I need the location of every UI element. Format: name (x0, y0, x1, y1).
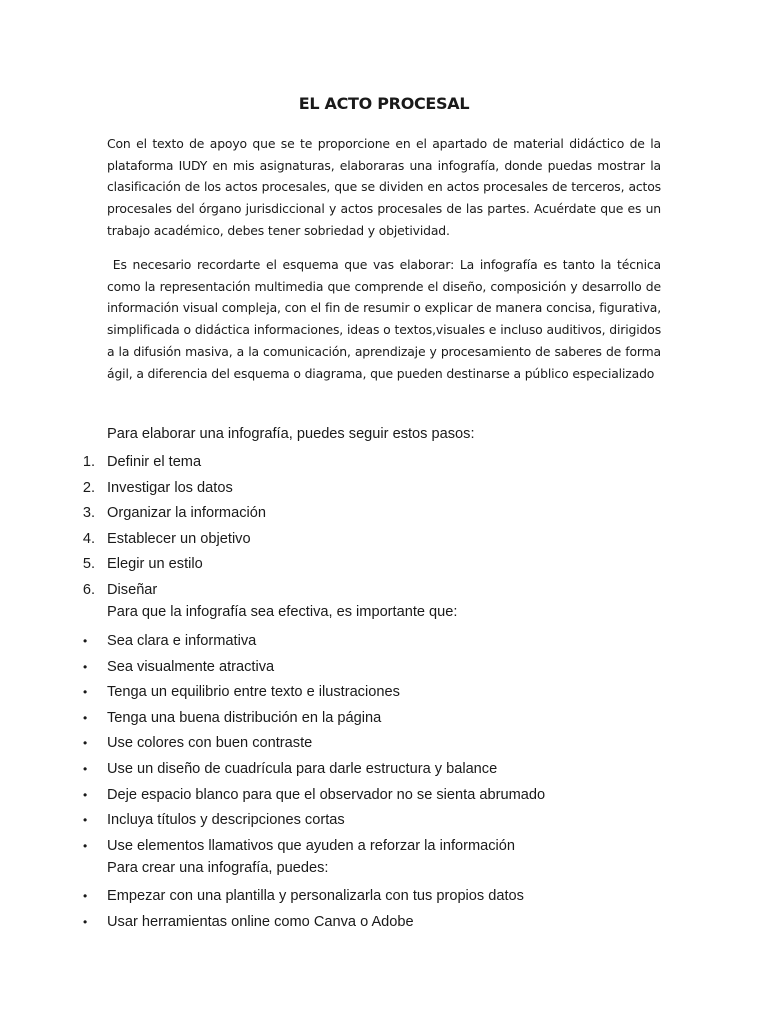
requirement-item (0, 811, 768, 837)
requirement-item (0, 632, 768, 658)
ways-intro: Para crear una infografía, puedes: (107, 860, 329, 876)
bullet-icon: • (83, 685, 88, 700)
definition-paragraph-text: Es necesario recordarte el esquema que vas elaborar: La infografía es tanto la técnica como la representación multimedia que comprende el diseño, composición y desarrollo de información visual compleja, con el fin de resumir o explicar de manera concisa, figurativa, simplificada o didáctica informaciones, ideas o textos,visuales e incluso auditivos, dirigidos a la difusión masiva, a la comunicación, aprendizaje y procesamiento de saberes de forma ágil, a diferencia del esquema o diagrama, que pueden destinarse a público especializado (107, 257, 661, 381)
step-number: 2. (82, 479, 95, 496)
steps-intro: Para elaborar una infografía, puedes seguir estos pasos: (107, 426, 475, 442)
way-item (0, 887, 768, 913)
requirement-item (0, 760, 768, 786)
requirement-item (0, 683, 768, 709)
way-item-text: Empezar con una plantilla y personalizarla con tus propios datos (107, 888, 524, 904)
bullet-icon: • (83, 710, 88, 725)
bullet-icon: • (83, 736, 88, 751)
requirement-item (0, 734, 768, 760)
step-item (0, 530, 768, 556)
step-text: Establecer un objetivo (107, 530, 251, 547)
step-number: 1. (82, 454, 95, 470)
step-number: 3. (82, 505, 95, 522)
step-number: 5. (82, 556, 95, 573)
step-item (0, 453, 768, 479)
step-item (0, 479, 768, 505)
requirement-item-text: Incluya títulos y descripciones cortas (107, 812, 345, 829)
step-number: 4. (82, 530, 95, 547)
way-item-text: Usar herramientas online como Canva o Adobe (107, 913, 414, 930)
steps-list (0, 453, 768, 607)
intro-paragraph: Con el texto de apoyo que se te proporcione en el apartado de material didáctico de la plataforma IUDY en mis asignaturas, elaboraras una infografía, donde puedas mostrar la clasificación de los actos procesales, que se dividen en actos procesales de terceros, actos procesales del órgano jurisdiccional y actos procesales de las partes. Acuérdate que es un trabajo académico, debes tener sobriedad y objetividad. (107, 136, 661, 238)
bullet-icon: • (83, 787, 88, 802)
bullet-icon: • (83, 813, 88, 828)
step-text: Organizar la información (107, 505, 266, 522)
requirement-item-text: Use un diseño de cuadrícula para darle estructura y balance (107, 760, 498, 777)
requirement-item-text: Deje espacio blanco para que el observador no se sienta abrumado (107, 786, 546, 803)
requirement-item-text: Sea clara e informativa (107, 633, 257, 649)
definition-paragraph (107, 254, 661, 384)
step-number: 6. (82, 581, 95, 598)
bullet-icon: • (83, 889, 88, 903)
requirement-item-text: Use colores con buen contraste (107, 735, 313, 752)
way-item (0, 913, 768, 939)
requirements-intro: Para que la infografía sea efectiva, es importante que: (107, 604, 458, 620)
step-item (0, 504, 768, 530)
requirements-list (0, 632, 768, 862)
requirement-item-text: Use elementos llamativos que ayuden a reforzar la información (107, 837, 516, 854)
bullet-icon: • (83, 659, 88, 674)
bullet-icon: • (83, 914, 88, 929)
bullet-icon: • (83, 761, 88, 776)
requirement-item (0, 658, 768, 684)
document-title: EL ACTO PROCESAL (298, 94, 470, 113)
requirement-item-text: Tenga una buena distribución en la página (107, 709, 382, 726)
step-text: Definir el tema (107, 454, 202, 470)
ways-list (0, 887, 768, 938)
requirement-item-text: Tenga un equilibrio entre texto e ilustraciones (107, 684, 400, 701)
step-text: Diseñar (107, 581, 158, 598)
step-item (0, 555, 768, 581)
requirement-item (0, 709, 768, 735)
step-text: Investigar los datos (107, 479, 233, 496)
requirement-item (0, 786, 768, 812)
requirement-item-text: Sea visualmente atractiva (107, 658, 275, 675)
bullet-icon: • (83, 634, 88, 648)
bullet-icon: • (83, 838, 88, 853)
step-text: Elegir un estilo (107, 556, 203, 573)
